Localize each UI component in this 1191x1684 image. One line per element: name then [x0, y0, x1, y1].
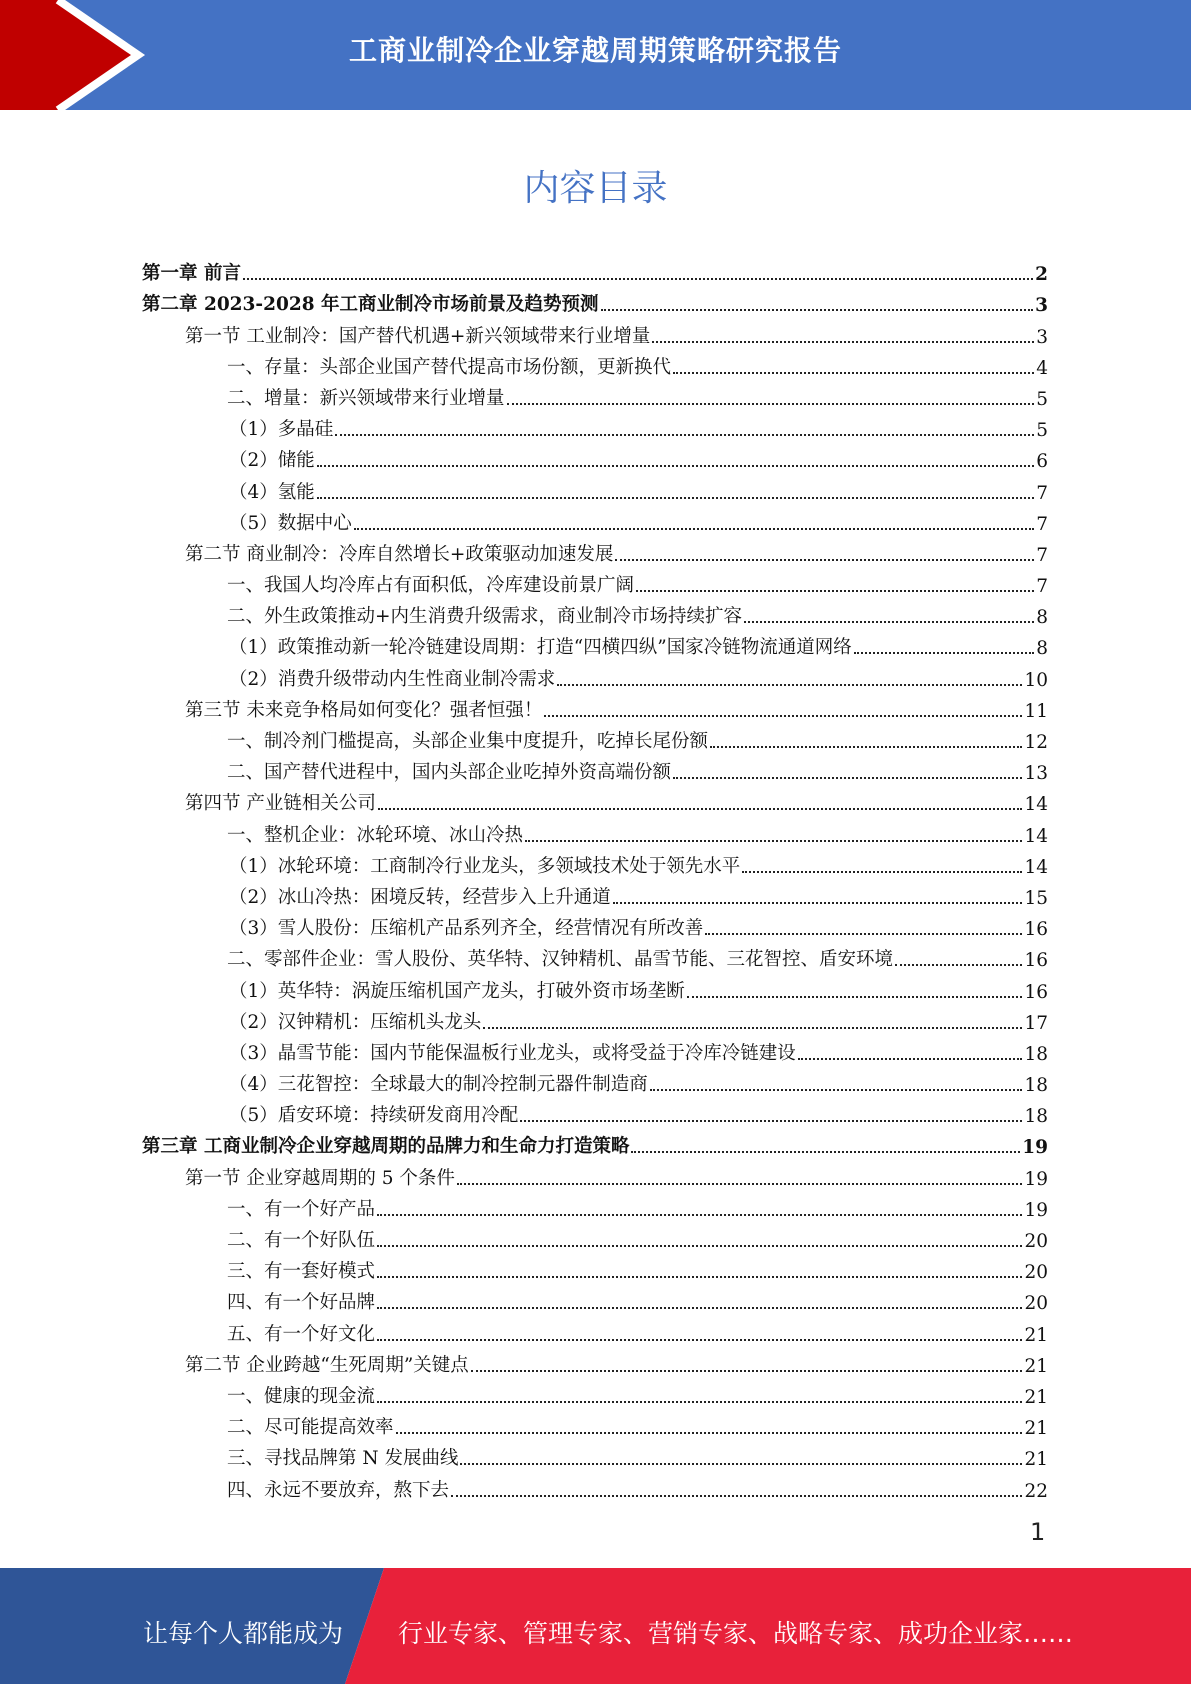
toc-entry-page: 8	[1036, 607, 1048, 629]
toc-entry-page: 21	[1024, 1386, 1048, 1408]
toc-entry[interactable]	[142, 1096, 1048, 1127]
toc-entry-title: （5）数据中心	[229, 512, 352, 534]
toc-entry-page: 8	[1036, 638, 1048, 660]
dot-leader	[378, 808, 1023, 810]
toc-entry-title: 四、有一个好品牌	[227, 1292, 376, 1314]
dot-leader	[335, 434, 1034, 436]
toc-entry[interactable]	[142, 1377, 1048, 1408]
toc-entry-title: 第一节 工业制冷：国产替代机遇+新兴领域带来行业增量	[185, 325, 651, 347]
toc-entry-title: （2）冰山冷热：困境反转，经营步入上升通道	[229, 886, 611, 908]
toc-entry[interactable]	[142, 753, 1048, 784]
toc-entry-page: 21	[1024, 1355, 1048, 1377]
toc-entry[interactable]	[142, 441, 1048, 472]
dot-leader	[798, 1058, 1023, 1060]
toc-entry-page: 14	[1024, 825, 1048, 847]
toc-entry-title: 一、有一个好产品	[227, 1198, 376, 1220]
toc-entry-page: 7	[1036, 482, 1048, 504]
toc-entry[interactable]	[142, 659, 1048, 690]
table-of-contents	[142, 254, 1048, 1502]
toc-entry-page: 15	[1024, 887, 1048, 909]
toc-entry-title: （2）储能	[229, 450, 315, 472]
toc-entry-page: 4	[1036, 357, 1048, 379]
toc-entry[interactable]	[142, 535, 1048, 566]
toc-entry-page: 18	[1024, 1075, 1048, 1097]
dot-leader	[483, 1027, 1022, 1029]
toc-entry[interactable]	[142, 472, 1048, 503]
toc-entry-page: 11	[1024, 700, 1048, 722]
toc-entry-page: 3	[1035, 295, 1048, 317]
toc-entry-title: 二、尽可能提高效率	[227, 1417, 394, 1439]
toc-entry-title: 二、国产替代进程中，国内头部企业吃掉外资高端份额	[227, 762, 672, 784]
toc-entry[interactable]	[142, 628, 1048, 659]
toc-entry[interactable]	[142, 847, 1048, 878]
toc-entry[interactable]	[142, 566, 1048, 597]
dot-leader	[854, 652, 1035, 654]
dot-leader	[317, 497, 1034, 499]
footer-slogan-left: 让每个人都能成为	[143, 1619, 344, 1648]
dot-leader	[507, 403, 1035, 405]
dot-leader	[636, 590, 1034, 592]
dot-leader	[710, 746, 1022, 748]
toc-entry-title: 第三节 未来竞争格局如何变化？强者恒强！	[185, 699, 543, 721]
toc-entry-page: 12	[1024, 732, 1048, 753]
dot-leader	[557, 684, 1022, 686]
toc-entry-title: （1）多晶硅	[229, 419, 334, 441]
toc-entry[interactable]	[142, 1346, 1048, 1377]
dot-leader	[317, 465, 1034, 467]
dot-leader	[471, 1370, 1023, 1372]
dot-leader	[673, 777, 1022, 779]
toc-entry-title: （1）冰轮环境：工商制冷行业龙头，多领域技术处于领先水平	[229, 855, 741, 877]
toc-entry-title: 三、有一套好模式	[227, 1261, 376, 1283]
toc-entry-title: （4）三花智控：全球最大的制冷控制元器件制造商	[229, 1074, 648, 1096]
toc-entry-page: 20	[1024, 1293, 1048, 1315]
toc-entry[interactable]	[142, 940, 1048, 971]
toc-entry-title: 一、健康的现金流	[227, 1385, 376, 1407]
toc-entry-title: 第一节 企业穿越周期的 5 个条件	[185, 1167, 455, 1189]
toc-entry-page: 5	[1036, 388, 1048, 410]
toc-entry-title: 第三章 工商业制冷企业穿越周期的品牌力和生命力打造策略	[142, 1136, 630, 1158]
toc-entry-title: 一、整机企业：冰轮环境、冰山冷热	[227, 824, 524, 846]
toc-entry[interactable]	[142, 379, 1048, 410]
toc-heading: 内容目录	[523, 168, 668, 209]
dot-leader	[243, 278, 1033, 280]
dot-leader	[631, 1151, 1020, 1153]
toc-entry-title: 第二节 企业跨越“生死周期”关键点	[185, 1354, 469, 1376]
dot-leader	[742, 871, 1022, 873]
toc-entry-title: 二、外生政策推动+内生消费升级需求，商业制冷市场持续扩容	[227, 606, 743, 628]
dot-leader	[652, 341, 1034, 343]
toc-entry[interactable]	[142, 1408, 1048, 1439]
toc-entry-title: （2）消费升级带动内生性商业制冷需求	[229, 668, 556, 690]
footer-band	[0, 1568, 1191, 1684]
toc-entry-page: 22	[1024, 1480, 1048, 1502]
dot-leader	[895, 964, 1022, 966]
dot-leader	[687, 996, 1023, 998]
toc-entry[interactable]	[142, 909, 1048, 940]
toc-entry-page: 20	[1024, 1262, 1048, 1284]
dot-leader	[615, 559, 1034, 561]
toc-entry-page: 18	[1024, 1043, 1048, 1065]
toc-entry-page: 21	[1024, 1418, 1048, 1440]
dot-leader	[377, 1307, 1022, 1309]
toc-entry-page: 21	[1024, 1449, 1048, 1471]
toc-entry-title: （3）晶雪节能：国内节能保温板行业龙头，或将受益于冷库冷链建设	[229, 1042, 796, 1064]
toc-entry-page: 10	[1024, 669, 1048, 691]
toc-entry[interactable]	[142, 410, 1048, 441]
toc-entry-page: 19	[1024, 1199, 1048, 1221]
dot-leader	[525, 840, 1022, 842]
toc-entry[interactable]	[142, 504, 1048, 535]
toc-entry[interactable]	[142, 1190, 1048, 1221]
dot-leader	[673, 372, 1034, 374]
toc-entry-title: 第二章 2023-2028 年工商业制冷市场前景及趋势预测	[142, 294, 599, 316]
toc-entry[interactable]	[142, 1003, 1048, 1034]
toc-entry-page: 7	[1036, 513, 1048, 535]
toc-entry[interactable]	[142, 722, 1048, 753]
toc-entry-page: 21	[1024, 1324, 1048, 1346]
toc-entry[interactable]	[142, 691, 1048, 722]
toc-entry-title: 三、寻找品牌第 N 发展曲线	[227, 1448, 459, 1470]
toc-entry-title: 四、永远不要放弃，熬下去	[227, 1479, 450, 1501]
toc-entry[interactable]	[142, 1470, 1048, 1501]
toc-entry-title: 二、增量：新兴领域带来行业增量	[227, 387, 505, 409]
dot-leader	[705, 933, 1022, 935]
toc-entry-page: 13	[1024, 763, 1048, 785]
dot-leader	[544, 715, 1022, 717]
toc-entry-title: （5）盾安环境：持续研发商用冷配	[229, 1105, 519, 1127]
dot-leader	[744, 621, 1034, 623]
toc-entry-title: 二、零部件企业：雪人股份、英华特、汉钟精机、晶雪节能、三花智控、盾安环境	[227, 949, 894, 971]
toc-entry[interactable]	[142, 1283, 1048, 1314]
toc-entry-page: 14	[1024, 794, 1048, 816]
page-number: 1	[1030, 1518, 1046, 1546]
toc-entry-page: 2	[1035, 264, 1048, 286]
toc-entry-page: 14	[1024, 856, 1048, 878]
toc-entry-page: 16	[1024, 950, 1048, 972]
toc-entry-title: （3）雪人股份：压缩机产品系列齐全，经营情况有所改善	[229, 918, 704, 940]
toc-entry[interactable]	[142, 784, 1048, 815]
toc-entry-title: 二、有一个好队伍	[227, 1230, 376, 1251]
dot-leader	[460, 1463, 1022, 1465]
toc-entry[interactable]	[142, 971, 1048, 1002]
toc-entry-title: 五、有一个好文化	[227, 1323, 376, 1345]
toc-entry[interactable]	[142, 1221, 1048, 1252]
toc-entry-page: 6	[1036, 451, 1048, 473]
dot-leader	[377, 1276, 1022, 1278]
toc-entry-title: （1）政策推动新一轮冷链建设周期：打造“四横四纵”国家冷链物流通道网络	[229, 637, 852, 659]
toc-entry[interactable]	[142, 1034, 1048, 1065]
toc-entry-page: 18	[1024, 1106, 1048, 1128]
footer-slogan-right: 行业专家、管理专家、营销专家、战略专家、成功企业家……	[398, 1619, 1074, 1648]
toc-entry-page: 19	[1022, 1137, 1048, 1159]
toc-entry[interactable]	[142, 1252, 1048, 1283]
toc-entry-page: 19	[1024, 1168, 1048, 1190]
report-title: 工商业制冷企业穿越周期策略研究报告	[348, 34, 842, 67]
toc-entry-title: （4）氢能	[229, 481, 315, 503]
dot-leader	[377, 1401, 1022, 1403]
toc-entry-page: 7	[1036, 576, 1048, 598]
dot-leader	[601, 309, 1034, 311]
toc-entry[interactable]	[142, 1127, 1048, 1158]
toc-entry[interactable]	[142, 1065, 1048, 1096]
toc-entry-title: （2）汉钟精机：压缩机头龙头	[229, 1011, 482, 1033]
dot-leader	[520, 1120, 1022, 1122]
toc-entry-page: 7	[1036, 544, 1048, 566]
toc-entry[interactable]	[142, 285, 1048, 316]
dot-leader	[354, 528, 1034, 530]
toc-entry[interactable]	[142, 254, 1048, 285]
toc-entry-title: 第一章 前言	[142, 263, 241, 285]
dot-leader	[377, 1214, 1022, 1216]
toc-entry-title: 一、制冷剂门槛提高，头部企业集中度提升，吃掉长尾份额	[227, 731, 709, 752]
toc-entry-page: 20	[1024, 1231, 1048, 1252]
dot-leader	[396, 1432, 1023, 1434]
toc-entry-title: 一、我国人均冷库占有面积低，冷库建设前景广阔	[227, 575, 635, 597]
toc-entry-title: 第二节 商业制冷：冷库自然增长+政策驱动加速发展	[185, 543, 614, 565]
header-band	[0, 0, 1191, 110]
dot-leader	[377, 1245, 1022, 1247]
toc-entry-page: 5	[1036, 420, 1048, 442]
toc-entry[interactable]	[142, 316, 1048, 347]
dot-leader	[650, 1089, 1023, 1091]
toc-entry-title: （1）英华特：涡旋压缩机国产龙头，打破外资市场垄断	[229, 980, 685, 1002]
dot-leader	[377, 1339, 1022, 1341]
dot-leader	[457, 1183, 1023, 1185]
toc-entry-page: 17	[1024, 1012, 1048, 1034]
toc-entry[interactable]	[142, 1158, 1048, 1189]
toc-entry-title: 一、存量：头部企业国产替代提高市场份额，更新换代	[227, 356, 672, 378]
toc-entry[interactable]	[142, 815, 1048, 846]
toc-entry[interactable]	[142, 1314, 1048, 1345]
dot-leader	[451, 1495, 1022, 1497]
toc-entry[interactable]	[142, 348, 1048, 379]
toc-entry[interactable]	[142, 878, 1048, 909]
toc-entry-page: 16	[1024, 981, 1048, 1003]
toc-entry-page: 3	[1036, 326, 1048, 348]
toc-entry[interactable]	[142, 597, 1048, 628]
dot-leader	[613, 902, 1023, 904]
toc-entry-page: 16	[1024, 919, 1048, 941]
toc-entry-title: 第四节 产业链相关公司	[185, 793, 376, 815]
toc-entry[interactable]	[142, 1439, 1048, 1470]
